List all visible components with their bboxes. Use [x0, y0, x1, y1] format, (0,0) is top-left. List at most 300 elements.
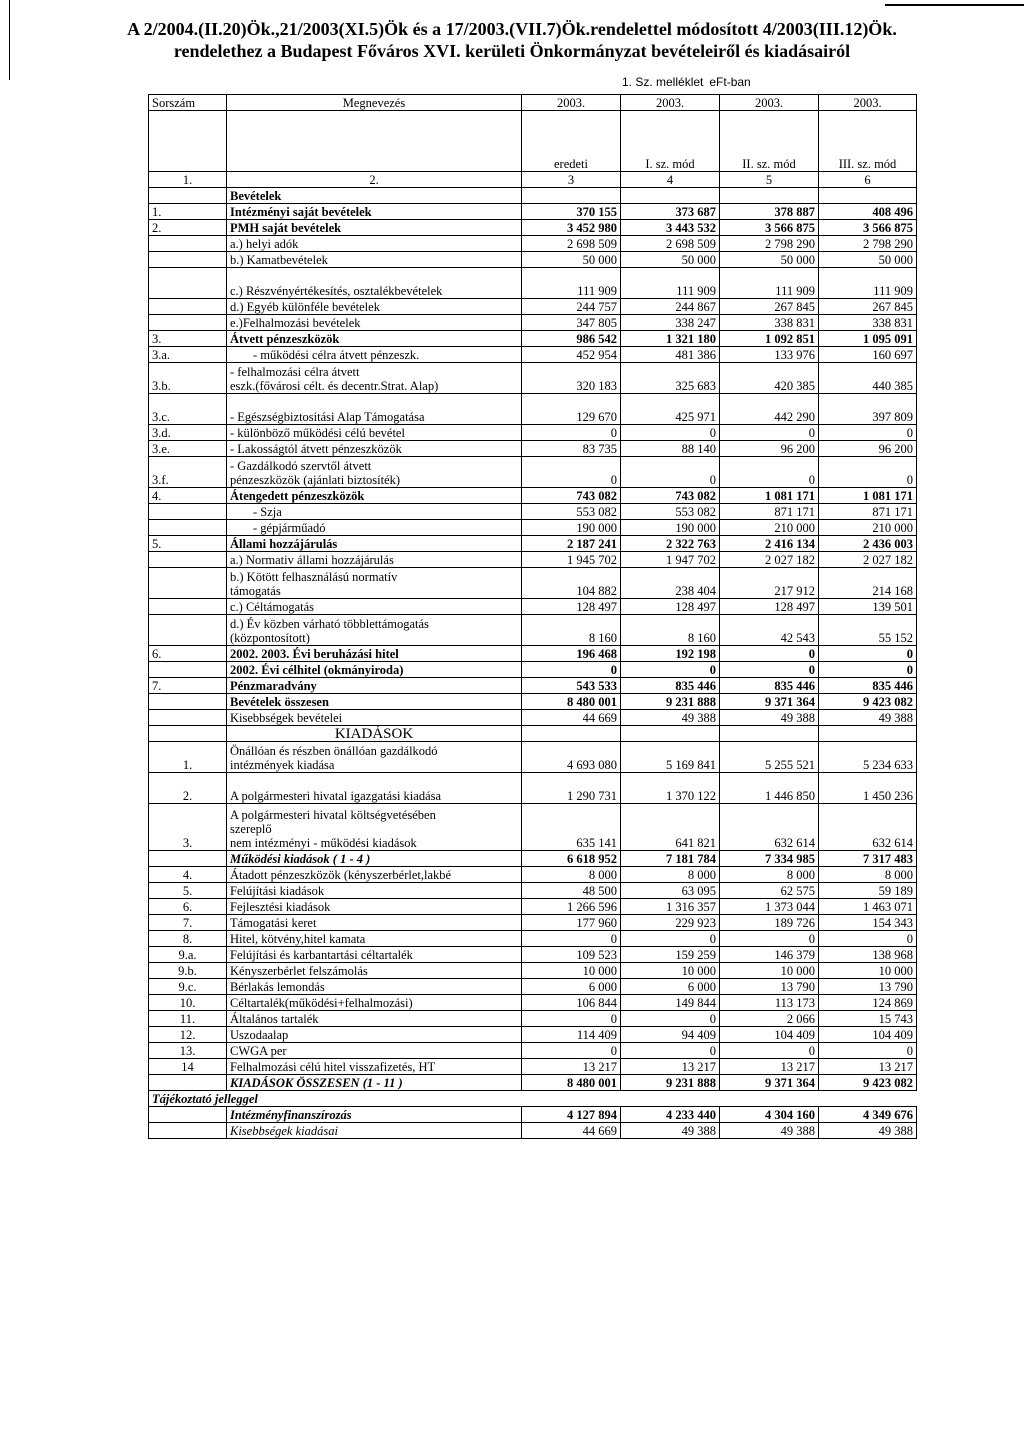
expense-value-col-5: 13 790	[720, 979, 819, 995]
revenue-row-label	[227, 252, 522, 268]
expense-value-col-6: 8 000	[819, 867, 917, 883]
revenue-label-line: támogatás	[230, 584, 281, 598]
revenue-row-number	[149, 520, 227, 536]
expense-row-number: 12.	[149, 1027, 227, 1043]
revenue-row	[149, 646, 917, 662]
revenue-row-label	[227, 268, 522, 299]
expense-row-number: 10.	[149, 995, 227, 1011]
expense-row-label	[227, 804, 522, 851]
revenue-row-label	[227, 204, 522, 220]
revenue-row-label	[227, 299, 522, 315]
revenue-value-col-6: 49 388	[819, 710, 917, 726]
expense-value-col-4: 63 095	[621, 883, 720, 899]
revenue-value-col-4: 8 160	[621, 615, 720, 646]
revenue-value-col-4: 190 000	[621, 520, 720, 536]
info-row-kisebbsegek	[149, 1123, 917, 1139]
revenue-row-number	[149, 710, 227, 726]
revenue-label-line: - Szja	[253, 505, 282, 519]
revenue-row	[149, 347, 917, 363]
revenue-row	[149, 662, 917, 678]
expense-label-line: Átadott pénzeszközök (kényszerbérlet,lakbé	[230, 868, 452, 882]
info-value-col-3: 4 127 894	[522, 1107, 621, 1123]
revenue-row-label	[227, 363, 522, 394]
expense-row-number: 8.	[149, 931, 227, 947]
expense-value-col-6: 10 000	[819, 963, 917, 979]
revenue-value-col-6: 111 909	[819, 268, 917, 299]
revenue-value-col-3: 3 452 980	[522, 220, 621, 236]
revenue-value-col-3: 347 805	[522, 315, 621, 331]
revenue-value-col-5: 267 845	[720, 299, 819, 315]
revenue-value-col-6	[819, 188, 917, 204]
expense-value-col-5: 2 066	[720, 1011, 819, 1027]
revenue-value-col-6: 2 436 003	[819, 536, 917, 552]
expense-label-line: Működési kiadások ( 1 - 4 )	[230, 852, 371, 866]
revenue-label-line: Átvett pénzeszközök	[230, 332, 340, 346]
header-year-4: 2003.	[819, 95, 917, 111]
revenue-value-col-3: 320 183	[522, 363, 621, 394]
colnum-2: 2.	[227, 172, 522, 188]
revenue-value-col-5	[720, 188, 819, 204]
revenue-value-col-5: 0	[720, 457, 819, 488]
expense-value-col-4: 641 821	[621, 804, 720, 851]
revenue-row	[149, 204, 917, 220]
revenue-row-label	[227, 536, 522, 552]
expense-row	[149, 851, 917, 867]
revenue-row-number: 5.	[149, 536, 227, 552]
revenue-row-label	[227, 425, 522, 441]
annex-label: 1. Sz. melléklet	[622, 75, 704, 89]
revenue-value-col-5: 378 887	[720, 204, 819, 220]
info-row-intezmenyfinanszirozas	[149, 1107, 917, 1123]
info-empty-cell	[621, 1091, 720, 1107]
expense-value-col-4: 5 169 841	[621, 742, 720, 773]
revenue-row-label	[227, 662, 522, 678]
revenue-value-col-5: 0	[720, 425, 819, 441]
revenue-value-col-4: 88 140	[621, 441, 720, 457]
revenue-row-label	[227, 615, 522, 646]
revenue-row-number	[149, 615, 227, 646]
header-empty-2	[227, 111, 522, 172]
expense-label-line: Uszodaalap	[230, 1028, 289, 1042]
revenue-value-col-5: 2 798 290	[720, 236, 819, 252]
expense-value-col-6: 1 450 236	[819, 773, 917, 804]
revenue-value-col-3: 190 000	[522, 520, 621, 536]
revenue-value-col-6: 50 000	[819, 252, 917, 268]
expense-value-col-5: 9 371 364	[720, 1075, 819, 1091]
expense-row	[149, 1075, 917, 1091]
revenue-value-col-5: 442 290	[720, 394, 819, 425]
expense-row-number: 1.	[149, 742, 227, 773]
revenue-row-number	[149, 188, 227, 204]
expense-value-col-3: 1 290 731	[522, 773, 621, 804]
expense-value-col-4: 159 259	[621, 947, 720, 963]
revenue-row-label	[227, 520, 522, 536]
expense-row-label	[227, 931, 522, 947]
expense-row-number	[149, 1075, 227, 1091]
expense-row-number: 9.a.	[149, 947, 227, 963]
revenue-value-col-3: 452 954	[522, 347, 621, 363]
revenue-value-col-6: 0	[819, 646, 917, 662]
colnum-6: 6	[819, 172, 917, 188]
expense-row	[149, 1059, 917, 1075]
revenue-value-col-6: 1 081 171	[819, 488, 917, 504]
expense-value-col-6: 7 317 483	[819, 851, 917, 867]
revenue-value-col-3: 83 735	[522, 441, 621, 457]
expense-value-col-5: 5 255 521	[720, 742, 819, 773]
expense-row-label	[227, 867, 522, 883]
revenue-value-col-3	[522, 188, 621, 204]
revenue-value-col-5: 871 171	[720, 504, 819, 520]
section-row-kiadasok	[149, 726, 917, 742]
expense-label-line: Fejlesztési kiadások	[230, 900, 331, 914]
revenue-label-line: d.) Év közben várható többlettámogatás	[230, 617, 429, 631]
expense-value-col-3: 114 409	[522, 1027, 621, 1043]
revenue-row-label	[227, 394, 522, 425]
colnum-4: 4	[621, 172, 720, 188]
revenue-value-col-4: 0	[621, 457, 720, 488]
revenue-row-number	[149, 694, 227, 710]
revenue-row	[149, 615, 917, 646]
revenue-value-col-5: 217 912	[720, 568, 819, 599]
expense-value-col-3: 6 618 952	[522, 851, 621, 867]
expense-value-col-4: 9 231 888	[621, 1075, 720, 1091]
expense-row-label	[227, 773, 522, 804]
revenue-value-col-3: 0	[522, 662, 621, 678]
expense-value-col-5: 8 000	[720, 867, 819, 883]
revenue-value-col-3: 743 082	[522, 488, 621, 504]
revenue-label-line: - gépjárműadó	[253, 521, 326, 535]
section-empty-cell	[149, 726, 227, 742]
revenue-value-col-4: 373 687	[621, 204, 720, 220]
expense-label-line: Hitel, kötvény,hitel kamata	[230, 932, 366, 946]
revenue-row	[149, 441, 917, 457]
section-empty-cell	[621, 726, 720, 742]
revenue-label-line: Átengedett pénzeszközök	[230, 489, 365, 503]
revenue-row-label	[227, 441, 522, 457]
expense-row	[149, 804, 917, 851]
expense-row-label	[227, 1059, 522, 1075]
expense-label-line: Céltartalék(működési+felhalmozási)	[230, 996, 413, 1010]
expense-value-col-5: 0	[720, 1043, 819, 1059]
expense-label-line: Kényszerbérlet felszámolás	[230, 964, 368, 978]
revenue-row	[149, 694, 917, 710]
revenue-value-col-6: 408 496	[819, 204, 917, 220]
expense-row-number: 14	[149, 1059, 227, 1075]
expense-value-col-4: 1 316 357	[621, 899, 720, 915]
revenue-row-label	[227, 694, 522, 710]
revenue-row-number: 3.f.	[149, 457, 227, 488]
revenue-value-col-5: 49 388	[720, 710, 819, 726]
expense-value-col-5: 1 373 044	[720, 899, 819, 915]
revenue-row	[149, 599, 917, 615]
revenue-label-line: a.) helyi adók	[230, 237, 299, 251]
revenue-label-line: (központosított)	[230, 631, 310, 645]
expense-value-col-5: 10 000	[720, 963, 819, 979]
revenue-value-col-6: 55 152	[819, 615, 917, 646]
revenue-value-col-4: 3 443 532	[621, 220, 720, 236]
expense-row	[149, 899, 917, 915]
revenue-value-col-5: 111 909	[720, 268, 819, 299]
expense-row-label	[227, 899, 522, 915]
revenue-row-number: 4.	[149, 488, 227, 504]
revenue-value-col-5: 1 092 851	[720, 331, 819, 347]
revenue-label-line: 2002. Évi célhitel (okmányiroda)	[230, 663, 404, 677]
expense-row-number: 9.c.	[149, 979, 227, 995]
revenue-value-col-6: 139 501	[819, 599, 917, 615]
revenue-value-col-4: 128 497	[621, 599, 720, 615]
revenue-value-col-6: 440 385	[819, 363, 917, 394]
section-empty-cell	[522, 726, 621, 742]
revenue-value-col-4: 835 446	[621, 678, 720, 694]
revenue-row-number	[149, 504, 227, 520]
expense-value-col-4: 149 844	[621, 995, 720, 1011]
revenue-row-label	[227, 646, 522, 662]
revenue-value-col-5: 835 446	[720, 678, 819, 694]
expense-row-number: 4.	[149, 867, 227, 883]
revenue-value-col-4: 9 231 888	[621, 694, 720, 710]
revenue-row-number: 1.	[149, 204, 227, 220]
revenue-value-col-4: 553 082	[621, 504, 720, 520]
expense-label-line: Felújítási kiadások	[230, 884, 325, 898]
revenue-value-col-3: 1 945 702	[522, 552, 621, 568]
revenue-row-label	[227, 599, 522, 615]
expense-value-col-5: 189 726	[720, 915, 819, 931]
revenue-value-col-4: 111 909	[621, 268, 720, 299]
revenue-label-line: - működési célra átvett pénzeszk.	[253, 348, 420, 362]
revenue-row-number	[149, 236, 227, 252]
revenue-value-col-4: 238 404	[621, 568, 720, 599]
expense-label-line: A polgármesteri hivatal igazgatási kiadása	[230, 789, 442, 803]
revenue-value-col-4: 325 683	[621, 363, 720, 394]
expense-row-number: 5.	[149, 883, 227, 899]
expense-row	[149, 995, 917, 1011]
info-value-col-6: 49 388	[819, 1123, 917, 1139]
expense-row-label	[227, 1027, 522, 1043]
revenue-value-col-3: 0	[522, 425, 621, 441]
revenue-label-line: - Lakosságtól átvett pénzeszközök	[230, 442, 402, 456]
expense-row	[149, 867, 917, 883]
expense-value-col-4: 8 000	[621, 867, 720, 883]
expense-row	[149, 773, 917, 804]
revenue-row-number	[149, 252, 227, 268]
revenue-value-col-4: 0	[621, 662, 720, 678]
revenue-value-col-3: 2 698 509	[522, 236, 621, 252]
expense-row-number: 11.	[149, 1011, 227, 1027]
expense-row-label	[227, 915, 522, 931]
expense-value-col-6: 15 743	[819, 1011, 917, 1027]
expense-row	[149, 963, 917, 979]
revenue-row-number: 3.a.	[149, 347, 227, 363]
revenue-value-col-3: 244 757	[522, 299, 621, 315]
budget-table-wrapper	[148, 94, 916, 1139]
revenue-value-col-3: 44 669	[522, 710, 621, 726]
revenue-value-col-3: 986 542	[522, 331, 621, 347]
expense-label-line: KIADÁSOK ÖSSZESEN (1 - 11 )	[230, 1076, 403, 1090]
revenue-value-col-4: 743 082	[621, 488, 720, 504]
revenue-label-line: b.) Kamatbevételek	[230, 253, 328, 267]
revenue-row-number: 3.e.	[149, 441, 227, 457]
expense-row-label	[227, 979, 522, 995]
expense-row-label	[227, 1011, 522, 1027]
info-value-col-5: 4 304 160	[720, 1107, 819, 1123]
header-empty-1	[149, 111, 227, 172]
unit-label: eFt-ban	[709, 75, 751, 89]
revenue-label-line: Pénzmaradvány	[230, 679, 317, 693]
expense-row	[149, 1043, 917, 1059]
revenue-value-col-5: 338 831	[720, 315, 819, 331]
revenue-value-col-4: 49 388	[621, 710, 720, 726]
revenue-row-number: 7.	[149, 678, 227, 694]
expense-label-line: nem intézményi - működési kiadások	[230, 836, 417, 850]
revenue-row-label	[227, 236, 522, 252]
revenue-value-col-6: 210 000	[819, 520, 917, 536]
revenue-value-col-6: 96 200	[819, 441, 917, 457]
revenue-value-col-4: 338 247	[621, 315, 720, 331]
revenue-value-col-5: 128 497	[720, 599, 819, 615]
expense-value-col-3: 1 266 596	[522, 899, 621, 915]
revenue-value-col-3: 8 480 001	[522, 694, 621, 710]
revenue-value-col-4: 425 971	[621, 394, 720, 425]
expense-row	[149, 931, 917, 947]
revenue-row	[149, 488, 917, 504]
expense-value-col-6: 59 189	[819, 883, 917, 899]
revenue-row	[149, 520, 917, 536]
header-mod-2: II. sz. mód	[720, 111, 819, 172]
revenue-label-line: d.) Egyéb különféle bevételek	[230, 300, 380, 314]
expense-value-col-6: 138 968	[819, 947, 917, 963]
revenue-value-col-6: 0	[819, 662, 917, 678]
revenue-row-label	[227, 568, 522, 599]
column-number-row	[149, 172, 917, 188]
revenue-value-col-3: 370 155	[522, 204, 621, 220]
info-empty-cell	[819, 1091, 917, 1107]
expense-value-col-5: 7 334 985	[720, 851, 819, 867]
revenue-value-col-5: 1 081 171	[720, 488, 819, 504]
revenue-value-col-3: 111 909	[522, 268, 621, 299]
revenue-value-col-5: 9 371 364	[720, 694, 819, 710]
expense-value-col-6: 124 869	[819, 995, 917, 1011]
header-subrow	[149, 111, 917, 172]
revenue-value-col-6: 338 831	[819, 315, 917, 331]
revenue-value-col-6: 835 446	[819, 678, 917, 694]
revenue-value-col-4: 2 698 509	[621, 236, 720, 252]
revenue-value-col-3: 543 533	[522, 678, 621, 694]
revenue-row-label	[227, 678, 522, 694]
revenue-value-col-5: 50 000	[720, 252, 819, 268]
table-body	[149, 95, 917, 1139]
info-value-col-5: 49 388	[720, 1123, 819, 1139]
revenue-value-col-5: 420 385	[720, 363, 819, 394]
expense-value-col-3: 8 000	[522, 867, 621, 883]
expense-value-col-6: 0	[819, 931, 917, 947]
revenue-row-label	[227, 188, 522, 204]
expense-value-col-4: 6 000	[621, 979, 720, 995]
expense-value-col-3: 6 000	[522, 979, 621, 995]
expense-label-line: A polgármesteri hivatal költségvetésében	[230, 808, 436, 822]
header-sorszam: Sorszám	[149, 95, 227, 111]
expense-row-label	[227, 963, 522, 979]
info-heading-row	[149, 1091, 917, 1107]
expense-label-line: Általános tartalék	[230, 1012, 319, 1026]
revenue-value-col-6: 0	[819, 425, 917, 441]
title-line-2: rendelethez a Budapest Főváros XVI. kerületi Önkormányzat bevételeiről és kiadásairól	[173, 41, 851, 61]
info-row-label: Kisebbségek kiadásai	[227, 1123, 522, 1139]
revenue-row-label	[227, 315, 522, 331]
revenue-row	[149, 268, 917, 299]
revenue-value-col-4: 481 386	[621, 347, 720, 363]
document-title	[0, 18, 1024, 62]
expense-label-line: Bérlakás lemondás	[230, 980, 325, 994]
expense-row	[149, 915, 917, 931]
expense-value-col-4: 13 217	[621, 1059, 720, 1075]
revenue-row-number: 3.	[149, 331, 227, 347]
revenue-row-label	[227, 710, 522, 726]
expense-label-line: intézmények kiadása	[230, 758, 335, 772]
revenue-value-col-6: 2 798 290	[819, 236, 917, 252]
expense-value-col-3: 635 141	[522, 804, 621, 851]
expense-row	[149, 883, 917, 899]
revenue-value-col-6: 160 697	[819, 347, 917, 363]
expense-value-col-4: 7 181 784	[621, 851, 720, 867]
expense-row-label	[227, 1075, 522, 1091]
expense-value-col-3: 0	[522, 1011, 621, 1027]
expense-value-col-4: 94 409	[621, 1027, 720, 1043]
revenue-value-col-5: 2 027 182	[720, 552, 819, 568]
expense-value-col-6: 104 409	[819, 1027, 917, 1043]
expense-value-col-5: 62 575	[720, 883, 819, 899]
revenue-row	[149, 315, 917, 331]
revenue-value-col-6: 9 423 082	[819, 694, 917, 710]
expense-row-number: 3.	[149, 804, 227, 851]
revenue-row	[149, 568, 917, 599]
info-row-number	[149, 1123, 227, 1139]
header-eredeti: eredeti	[522, 111, 621, 172]
revenue-row-number	[149, 662, 227, 678]
revenue-value-col-4: 244 867	[621, 299, 720, 315]
expense-label-line: Önállóan és részben önállóan gazdálkodó	[230, 744, 438, 758]
revenue-label-line: c.) Részvényértékesítés, osztalékbevételek	[230, 284, 443, 298]
expense-value-col-3: 48 500	[522, 883, 621, 899]
revenue-label-line: - Egészségbiztositási Alap Támogatása	[230, 410, 425, 424]
revenue-value-col-6: 3 566 875	[819, 220, 917, 236]
expense-label-line: Támogatási keret	[230, 916, 317, 930]
revenue-label-line: PMH saját bevételek	[230, 221, 342, 235]
revenue-value-col-6: 2 027 182	[819, 552, 917, 568]
revenue-label-line: eszk.(fővárosi célt. és decentr.Strat. Alap)	[230, 379, 439, 393]
revenue-value-col-5: 210 000	[720, 520, 819, 536]
revenue-row	[149, 710, 917, 726]
revenue-row	[149, 536, 917, 552]
revenue-row-number	[149, 599, 227, 615]
revenue-label-line: Állami hozzájárulás	[230, 537, 338, 551]
revenue-row-label	[227, 331, 522, 347]
revenue-row-number	[149, 568, 227, 599]
revenue-label-line: - felhalmozási célra átvett	[230, 365, 360, 379]
expense-value-col-5: 104 409	[720, 1027, 819, 1043]
expense-value-col-4: 1 370 122	[621, 773, 720, 804]
revenue-value-col-5: 2 416 134	[720, 536, 819, 552]
expense-row-number: 7.	[149, 915, 227, 931]
expense-row-label	[227, 851, 522, 867]
expense-value-col-3: 4 693 080	[522, 742, 621, 773]
revenue-value-col-3: 2 187 241	[522, 536, 621, 552]
revenue-row	[149, 678, 917, 694]
expense-value-col-5: 0	[720, 931, 819, 947]
revenue-value-col-3: 8 160	[522, 615, 621, 646]
expense-value-col-6: 154 343	[819, 915, 917, 931]
expense-row-label	[227, 883, 522, 899]
expense-value-col-4: 0	[621, 1011, 720, 1027]
